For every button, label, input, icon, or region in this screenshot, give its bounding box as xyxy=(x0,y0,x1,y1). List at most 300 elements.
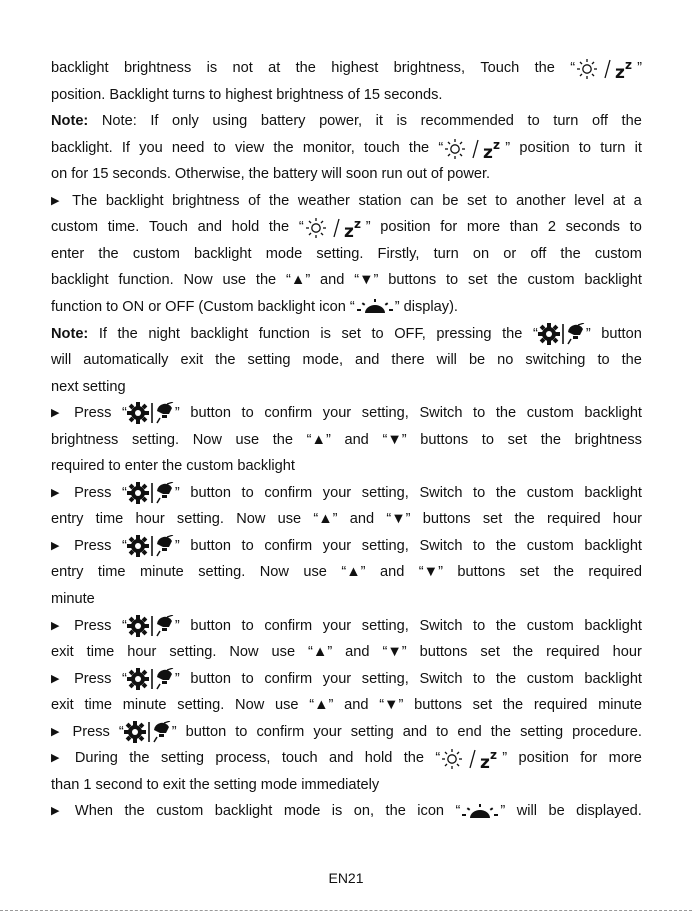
word: highest xyxy=(331,60,379,76)
word: “▼” xyxy=(379,697,404,714)
text-line xyxy=(51,506,642,533)
word: set xyxy=(480,644,500,661)
word: hour xyxy=(127,644,157,661)
word: brightness xyxy=(51,431,119,448)
icon-reference xyxy=(533,321,591,348)
text-line xyxy=(51,321,642,348)
word: there xyxy=(391,352,425,369)
word: is xyxy=(331,803,343,820)
word: custom xyxy=(526,617,574,634)
word: exit xyxy=(51,697,74,714)
right-triangle-bullet-icon: ▶ xyxy=(51,194,60,207)
word: button xyxy=(190,484,231,501)
word: enter xyxy=(51,245,85,262)
word: at xyxy=(268,60,281,76)
word: the xyxy=(129,750,150,767)
text-line xyxy=(51,613,642,640)
gear-bulb-icon-token: “ ” xyxy=(122,666,180,693)
word: entry xyxy=(51,564,84,581)
text-line xyxy=(51,214,642,241)
word: mode xyxy=(283,803,321,820)
word: process, xyxy=(215,750,271,767)
text-line xyxy=(51,294,642,321)
icon-reference xyxy=(122,666,180,693)
word: Press xyxy=(74,617,112,634)
word: Note: xyxy=(101,113,137,130)
word: to xyxy=(371,325,384,342)
icon-reference xyxy=(119,719,177,746)
word: “▼” xyxy=(386,511,411,528)
word: time xyxy=(95,511,124,528)
word: the xyxy=(98,245,119,262)
word: custom xyxy=(526,670,574,687)
word: the xyxy=(268,219,290,236)
word: position xyxy=(519,139,570,156)
word: to xyxy=(473,670,486,687)
word: 15 xyxy=(363,86,381,103)
word: the xyxy=(215,352,236,369)
word: set xyxy=(507,431,528,448)
word: Press xyxy=(74,670,112,687)
word: Now xyxy=(183,272,213,289)
word: setting xyxy=(247,352,291,369)
word: setting, xyxy=(361,484,409,501)
text-line xyxy=(51,374,642,401)
word: button xyxy=(601,325,642,342)
word: and xyxy=(328,750,354,767)
text-line xyxy=(51,719,642,746)
word: to xyxy=(241,405,254,422)
text-line xyxy=(51,55,642,82)
word: touch xyxy=(363,139,400,156)
word: setting. xyxy=(316,245,364,262)
sun-slash-sleep-icon-token: “ z z ” xyxy=(438,135,510,162)
word: turn xyxy=(600,139,626,156)
word: the xyxy=(255,272,277,289)
word: use xyxy=(277,511,302,528)
word: If xyxy=(98,325,107,342)
word: the xyxy=(490,723,512,740)
word: button xyxy=(190,617,231,634)
word: to xyxy=(578,139,592,156)
word: setting. xyxy=(131,431,180,448)
word: Now xyxy=(259,564,289,581)
word: use xyxy=(271,644,296,661)
word: Now xyxy=(229,644,259,661)
word: The xyxy=(72,192,98,209)
word: setting. xyxy=(198,564,246,581)
right-triangle-bullet-icon: ▶ xyxy=(51,486,60,499)
word: brightness xyxy=(574,431,642,448)
word: run xyxy=(381,166,403,183)
word: setting xyxy=(520,723,564,740)
word: Backlight xyxy=(109,86,169,103)
word: backlight xyxy=(190,325,249,342)
word: the xyxy=(295,60,316,76)
sun-slash-sleep-icon xyxy=(443,135,505,162)
word: icon xyxy=(417,803,445,820)
word: immediately xyxy=(301,776,380,793)
right-triangle-bullet-icon: ▶ xyxy=(51,619,60,632)
word: pressing xyxy=(436,325,492,342)
word: and xyxy=(355,352,380,369)
word: exit xyxy=(180,352,204,369)
word: level xyxy=(574,192,605,209)
word: to xyxy=(629,219,642,236)
gear-bulb-icon-token: “ ” xyxy=(122,613,180,640)
word: turn xyxy=(433,245,459,262)
word: Press xyxy=(74,405,112,422)
word: confirm xyxy=(264,484,313,501)
icon-reference xyxy=(438,135,510,162)
svg-text:z: z xyxy=(615,63,626,80)
word: OFF, xyxy=(394,325,426,342)
svg-text:z: z xyxy=(480,753,491,770)
word: required xyxy=(588,564,642,581)
word: the xyxy=(495,405,517,422)
svg-text:z: z xyxy=(490,748,498,763)
word: your xyxy=(322,484,352,501)
icon-reference xyxy=(435,745,507,772)
word: backlight xyxy=(584,405,642,422)
gear-bulb-icon xyxy=(124,719,172,746)
word: off xyxy=(530,245,547,262)
word: set xyxy=(468,272,488,289)
word: the xyxy=(502,325,523,342)
gear-bulb-icon-token: “ ” xyxy=(119,719,177,746)
word: the xyxy=(495,617,517,634)
word: “▼” xyxy=(418,564,443,581)
word: Switch xyxy=(419,537,463,554)
word: the xyxy=(502,697,524,714)
word: you xyxy=(139,139,163,156)
icon-reference xyxy=(456,798,506,825)
word: switching xyxy=(525,352,586,369)
text-line xyxy=(51,267,642,294)
word: on xyxy=(472,245,490,262)
word: of xyxy=(430,166,444,183)
word: mode, xyxy=(302,352,344,369)
word: Press xyxy=(74,537,112,554)
word: to xyxy=(527,113,540,130)
word: use xyxy=(303,564,327,581)
word: button xyxy=(190,537,231,554)
word: to xyxy=(241,537,254,554)
word: out xyxy=(406,166,427,183)
word: “▼” xyxy=(382,644,407,661)
word: Firstly, xyxy=(377,245,420,262)
word: Switch xyxy=(419,617,463,634)
word: the xyxy=(273,139,294,156)
word: setting xyxy=(350,723,394,740)
word: When xyxy=(74,803,114,820)
word: will xyxy=(321,166,342,183)
word: setting. xyxy=(176,511,224,528)
text-line xyxy=(51,188,642,215)
word: exit xyxy=(162,776,186,793)
word: your xyxy=(322,405,352,422)
custom-backlight-icon xyxy=(460,798,500,825)
right-triangle-bullet-icon: ▶ xyxy=(51,752,60,765)
word: to xyxy=(241,670,254,687)
word: setting. xyxy=(177,697,225,714)
icon-reference xyxy=(122,480,180,507)
text-line xyxy=(51,347,642,374)
word: power, xyxy=(319,113,363,130)
word: be xyxy=(468,352,486,369)
word: custom xyxy=(526,405,574,422)
word: the xyxy=(385,803,406,820)
word: to xyxy=(235,723,248,740)
word: the xyxy=(512,644,534,661)
sun-slash-sleep-icon xyxy=(440,745,502,772)
note-label: Note: xyxy=(51,113,89,130)
word: the xyxy=(189,776,210,793)
word: If xyxy=(150,113,159,130)
word: the xyxy=(403,750,424,767)
word: seconds xyxy=(565,219,620,236)
word: brightness xyxy=(123,60,192,76)
word: position xyxy=(518,750,569,767)
icon-reference xyxy=(299,214,371,241)
word: the xyxy=(497,272,518,289)
word: displayed. xyxy=(576,803,642,820)
gear-bulb-icon xyxy=(127,666,175,693)
word: “▼” xyxy=(354,272,379,289)
gear-bulb-icon-token: “ ” xyxy=(122,400,180,427)
word: Now xyxy=(236,511,266,528)
text-line xyxy=(51,108,642,135)
text-line xyxy=(51,400,642,427)
word: “▲” xyxy=(309,697,334,714)
word: for xyxy=(580,750,598,767)
sun-slash-sleep-icon xyxy=(575,55,637,82)
text-line xyxy=(51,639,642,666)
word: Now xyxy=(235,697,265,714)
text-line xyxy=(51,798,642,825)
word: not xyxy=(232,60,253,76)
word: confirm xyxy=(256,723,305,740)
word: on, xyxy=(353,803,375,820)
word: to xyxy=(473,484,486,501)
text-line xyxy=(51,453,642,480)
word: “▲” xyxy=(308,644,333,661)
word: the xyxy=(540,431,561,448)
word: to xyxy=(146,776,159,793)
word: next xyxy=(51,378,79,395)
word: be xyxy=(548,803,565,820)
word: of xyxy=(347,86,360,103)
word: turn xyxy=(553,113,579,130)
svg-text:z: z xyxy=(353,217,361,232)
word: buttons xyxy=(457,564,506,581)
word: hold xyxy=(231,219,260,236)
word: will xyxy=(51,352,72,369)
word: will xyxy=(516,803,537,820)
word: your xyxy=(322,670,352,687)
svg-text:z: z xyxy=(493,137,501,152)
word: your xyxy=(322,537,352,554)
word: ON xyxy=(122,298,145,315)
word: 2 xyxy=(547,219,556,236)
word: battery xyxy=(272,166,318,183)
word: time xyxy=(86,644,115,661)
word: setting xyxy=(82,378,126,395)
custom-backlight-icon-token: “ ” xyxy=(456,798,506,825)
word: mode xyxy=(260,776,298,793)
word: (Custom xyxy=(198,298,254,315)
word: is xyxy=(206,60,218,76)
word: for xyxy=(71,166,89,183)
word: to xyxy=(495,192,508,209)
word: backlight xyxy=(584,617,642,634)
word: OFF xyxy=(165,298,195,315)
word: station xyxy=(358,192,402,209)
word: to xyxy=(473,405,486,422)
word: function. xyxy=(118,272,174,289)
page-number: EN21 xyxy=(328,870,364,886)
word: seconds. xyxy=(112,166,171,183)
word: minute xyxy=(139,564,184,581)
word: the xyxy=(560,245,581,262)
word: end xyxy=(457,723,482,740)
word: view xyxy=(234,139,265,156)
word: backlight xyxy=(237,458,295,475)
word: brightness, xyxy=(393,60,466,76)
word: need xyxy=(171,139,205,156)
word: and xyxy=(379,564,405,581)
word: to xyxy=(473,537,486,554)
word: set xyxy=(472,697,493,714)
word: button xyxy=(185,723,227,740)
word: on xyxy=(51,166,68,183)
word: the xyxy=(514,511,535,528)
word: brightness xyxy=(276,86,344,103)
word: confirm xyxy=(264,617,313,634)
word: Touch xyxy=(148,219,188,236)
word: setting. xyxy=(169,644,217,661)
word: the xyxy=(534,60,555,76)
word: hour xyxy=(612,644,642,661)
word: custom xyxy=(132,245,180,262)
word: button xyxy=(190,670,231,687)
right-triangle-bullet-icon: ▶ xyxy=(51,805,60,818)
word: to xyxy=(241,484,254,501)
word: the xyxy=(248,166,269,183)
word: use xyxy=(222,272,247,289)
word: minute xyxy=(51,591,95,607)
word: will xyxy=(436,352,457,369)
word: custom xyxy=(51,219,99,236)
note-label: Note: xyxy=(51,325,89,342)
word: to xyxy=(106,298,119,315)
svg-text:z: z xyxy=(343,222,354,239)
word: to xyxy=(481,431,494,448)
gear-bulb-icon-token: “ ” xyxy=(122,480,180,507)
word: position. xyxy=(51,86,106,103)
word: more xyxy=(466,219,501,236)
word: of xyxy=(248,192,261,209)
word: Press xyxy=(74,484,112,501)
word: monitor, xyxy=(302,139,355,156)
word: the xyxy=(124,803,145,820)
word: Press xyxy=(72,723,110,740)
text-line xyxy=(51,135,642,162)
text-line xyxy=(51,559,642,586)
text-line xyxy=(51,480,642,507)
sun-slash-sleep-icon-token: “ z z ” xyxy=(299,214,371,241)
word: 1 xyxy=(83,776,92,793)
word: required xyxy=(547,511,601,528)
text-line xyxy=(51,533,642,560)
word: backlight xyxy=(193,245,252,262)
word: setting, xyxy=(361,405,409,422)
word: only xyxy=(172,113,199,130)
word: to xyxy=(108,458,121,475)
custom-backlight-icon xyxy=(355,294,395,321)
word: and xyxy=(197,219,222,236)
word: backlight xyxy=(584,670,642,687)
icon-reference xyxy=(122,613,180,640)
word: is xyxy=(320,325,331,342)
word: to xyxy=(445,272,459,289)
word: night xyxy=(148,325,180,342)
word: to xyxy=(213,139,226,156)
word: time xyxy=(84,697,113,714)
word: more xyxy=(608,750,642,767)
word: setting xyxy=(160,750,204,767)
word: automatically xyxy=(83,352,169,369)
gear-bulb-icon xyxy=(127,480,175,507)
word: backlight. xyxy=(51,139,113,156)
word: backlight xyxy=(257,298,316,315)
word: icon xyxy=(319,298,346,315)
word: Switch xyxy=(419,670,463,687)
word: custom xyxy=(526,484,574,501)
text-line xyxy=(51,692,642,719)
word: exit xyxy=(51,644,74,661)
word: buttons xyxy=(388,272,437,289)
icon-reference xyxy=(122,533,180,560)
right-triangle-bullet-icon: ▶ xyxy=(51,539,60,552)
text-line xyxy=(51,745,642,772)
word: the xyxy=(553,564,574,581)
word: custom xyxy=(186,458,234,475)
word: off xyxy=(592,113,608,130)
word: If xyxy=(121,139,130,156)
word: the xyxy=(268,192,290,209)
word: and xyxy=(344,697,369,714)
gear-bulb-icon xyxy=(127,533,175,560)
word: the xyxy=(117,325,138,342)
word: backlight xyxy=(105,192,164,209)
word: or xyxy=(503,245,517,262)
word: time. xyxy=(107,219,140,236)
word: than xyxy=(51,776,80,793)
icon-reference xyxy=(350,294,400,321)
word: setting, xyxy=(361,537,409,554)
word: entry xyxy=(51,511,84,528)
word: buttons xyxy=(422,511,471,528)
page-bottom-rule xyxy=(0,910,692,911)
text-line xyxy=(51,586,642,613)
text-line xyxy=(51,427,642,454)
word: procedure. xyxy=(572,723,642,740)
word: the xyxy=(495,670,517,687)
word: seconds. xyxy=(384,86,443,103)
word: set xyxy=(519,564,540,581)
word: to xyxy=(473,617,486,634)
